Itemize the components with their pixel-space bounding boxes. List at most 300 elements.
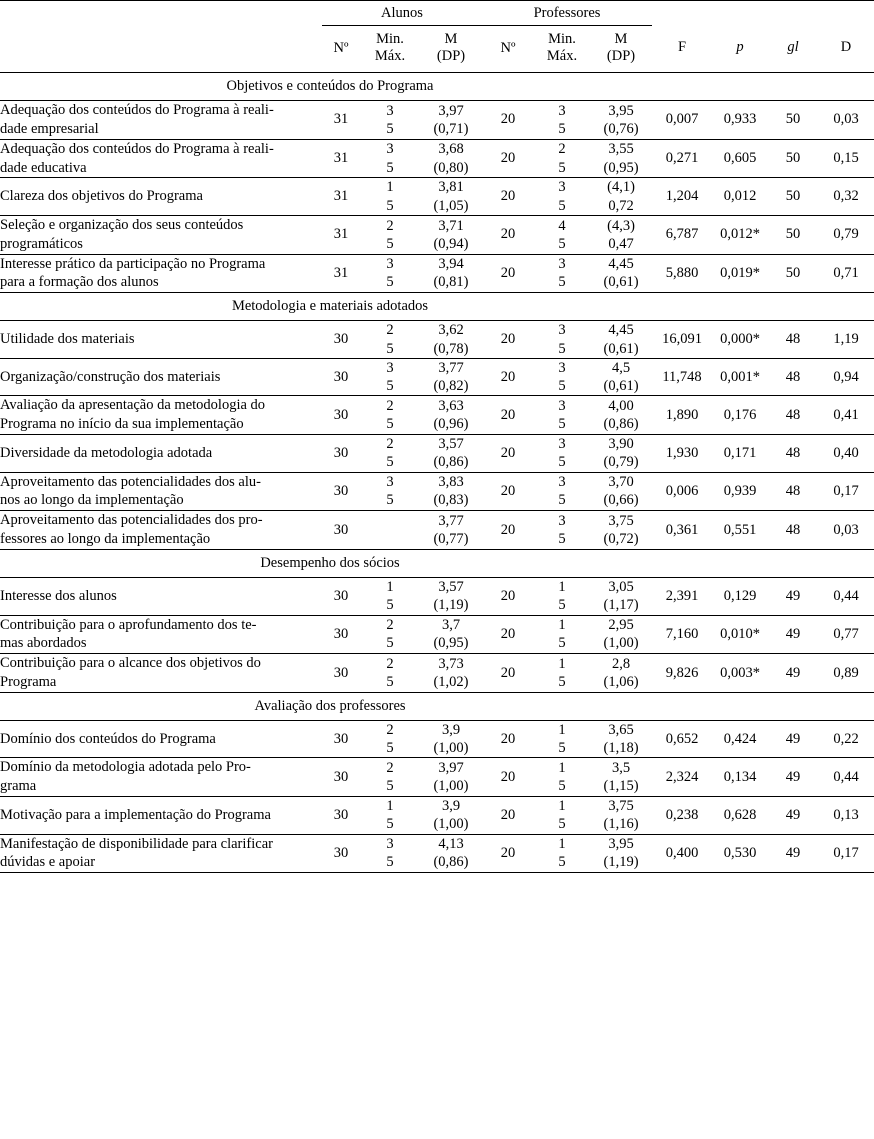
cell-professores-mean: 4,00 [608,397,634,414]
cell-professores-sd: (1,16) [603,816,639,833]
table-row [0,139,874,178]
cell-alunos-n: 31 [322,215,360,254]
cell-professores-minmax [534,321,590,359]
cell-professores-sd: (1,06) [603,674,639,691]
section-title [0,549,874,577]
cell-professores-sd: 0,47 [608,235,634,252]
cell-stat-f: 2,324 [652,758,712,797]
cell-professores-max: 5 [558,274,566,291]
header-alunos-n [322,25,360,72]
row-item-label-line: dade educativa [0,159,87,176]
cell-professores-mean-sd [590,254,652,293]
table-row [0,654,874,693]
cell-alunos-max: 5 [386,778,394,795]
cell-professores-mean-sd [590,797,652,835]
cell-alunos-n: 30 [333,521,349,538]
cell-professores-max: 5 [558,416,566,433]
cell-alunos-min: 2 [386,617,394,634]
row-item-label-line: Manifestação de disponibilidade para clarificar [0,835,273,852]
header-stat-d: D [818,25,874,72]
cell-alunos-n: 30 [322,797,360,835]
cell-professores-n: 20 [482,101,534,140]
cell-alunos-minmax [360,139,420,178]
cell-professores-min: 1 [558,836,566,853]
cell-professores-n: 20 [482,615,534,654]
cell-alunos-minmax [360,758,420,797]
cell-alunos-mean-sd [420,358,482,396]
row-item-label-line: dade empresarial [0,120,99,137]
cell-professores-minmax [534,396,590,435]
row-item-label-line: Contribuição para o aprofundamento dos te- [0,616,257,633]
cell-professores-min: 2 [558,141,566,158]
cell-professores-n: 20 [482,358,534,396]
cell-professores-mean-sd [590,435,652,473]
cell-alunos-n: 31 [322,139,360,178]
row-item-label [0,577,322,615]
cell-stat-gl: 48 [768,396,818,435]
cell-professores-min: 3 [558,359,566,376]
cell-professores-n: 20 [482,139,534,178]
cell-professores-max: 5 [558,778,566,795]
row-item-label-line: dúvidas e apoiar [0,854,96,871]
table-row [0,577,874,615]
header-professores-max-label: Máx. [546,48,578,65]
section-title-text: Desempenho dos sócios [260,554,400,571]
row-item-label [0,178,322,216]
cell-alunos-n: 30 [322,720,360,758]
row-item-label-line: nos ao longo da implementação [0,492,184,509]
cell-professores-mean: 3,70 [608,474,634,491]
cell-stat-f: 6,787 [652,215,712,254]
cell-professores-sd: 0,72 [608,197,634,214]
cell-alunos-max: 5 [386,197,394,214]
cell-professores-n: 20 [500,521,516,538]
cell-alunos-sd: (0,94) [433,235,469,252]
cell-stat-d: 0,79 [818,215,874,254]
header-column-row [0,25,874,72]
cell-alunos-max: 5 [386,816,394,833]
cell-professores-minmax [534,139,590,178]
cell-alunos-n: 30 [322,577,360,615]
cell-alunos-mean-sd [420,396,482,435]
cell-alunos-mean-sd [420,139,482,178]
cell-alunos-sd: (0,77) [433,531,469,548]
cell-professores-sd: (0,76) [603,120,639,137]
row-item-label-line: fessores ao longo da implementação [0,531,211,548]
cell-professores-minmax [534,577,590,615]
section-title [0,293,874,321]
cell-alunos-mean: 3,57 [438,578,464,595]
cell-professores-max: 5 [558,740,566,757]
cell-professores-min: 3 [558,397,566,414]
cell-stat-gl: 50 [768,178,818,216]
cell-alunos-max: 5 [386,740,394,757]
cell-alunos-mean-sd [420,577,482,615]
row-item-label-line: para a formação dos alunos [0,274,159,291]
section-title-text: Objetivos e conteúdos do Programa [226,78,434,95]
cell-alunos-max: 5 [386,274,394,291]
cell-alunos-mean-sd [420,178,482,216]
cell-professores-max: 5 [558,531,566,548]
row-item-label [0,101,322,140]
cell-stat-p: 0,129 [712,577,768,615]
cell-alunos-minmax [360,511,420,550]
cell-stat-gl: 49 [768,834,818,873]
cell-alunos-n: 30 [322,358,360,396]
cell-alunos-mean: 3,62 [438,322,464,339]
cell-professores-mean-sd [590,472,652,511]
cell-professores-max: 5 [558,816,566,833]
cell-professores-max: 5 [558,159,566,176]
cell-stat-d: 0,94 [818,358,874,396]
cell-stat-p: 0,530 [712,834,768,873]
cell-alunos-minmax [360,254,420,293]
header-group-row [0,1,874,26]
cell-professores-mean-sd [590,654,652,693]
cell-stat-f: 0,006 [652,472,712,511]
table-row [0,101,874,140]
table-row [0,758,874,797]
cell-alunos-min: 3 [386,359,394,376]
row-item-label-line: Contribuição para o alcance dos objetivos do [0,655,261,672]
cell-alunos-mean-sd [420,511,482,550]
cell-stat-p: 0,551 [723,521,757,538]
row-item-label-line: Organização/construção dos materiais [0,368,221,385]
cell-alunos-mean: 3,77 [438,512,464,529]
cell-alunos-sd: (0,81) [433,274,469,291]
header-alunos-minmax [360,25,420,72]
cell-stat-d: 0,22 [818,720,874,758]
cell-alunos-sd: (0,86) [433,854,469,871]
cell-stat-p: 0,933 [712,101,768,140]
cell-alunos-max: 5 [386,454,394,471]
cell-alunos-mean: 3,83 [438,474,464,491]
cell-alunos-mean: 3,73 [438,655,464,672]
cell-professores-min: 3 [558,102,566,119]
cell-stat-gl: 48 [768,358,818,396]
cell-stat-d: 0,40 [818,435,874,473]
cell-professores-minmax [534,358,590,396]
cell-alunos-n: 30 [322,758,360,797]
row-item-label [0,758,322,797]
cell-alunos-mean: 3,77 [438,359,464,376]
cell-professores-n: 20 [482,758,534,797]
cell-stat-p: 0,012* [712,215,768,254]
cell-alunos-minmax [360,797,420,835]
cell-stat-gl: 50 [785,264,801,281]
cell-stat-p: 0,424 [712,720,768,758]
section-header-row [0,293,874,321]
cell-alunos-sd: (0,78) [433,340,469,357]
cell-professores-n: 20 [482,321,534,359]
row-item-label-line: Adequação dos conteúdos do Programa à reali- [0,140,274,157]
table-row [0,178,874,216]
header-group-alunos: Alunos [322,1,482,26]
cell-professores-n: 20 [500,664,516,681]
cell-alunos-min: 2 [386,721,394,738]
cell-professores-mean: 3,65 [608,721,634,738]
cell-stat-p: 0,010* [712,615,768,654]
table-row [0,396,874,435]
cell-stat-gl: 49 [768,577,818,615]
cell-alunos-minmax [360,215,420,254]
row-item-label [0,472,322,511]
cell-alunos-mean: 3,97 [438,760,464,776]
cell-alunos-minmax [360,101,420,140]
row-item-label-line: Programa [0,674,57,691]
cell-stat-f: 0,007 [652,101,712,140]
cell-alunos-n: 31 [333,264,349,281]
section-title-text: Avaliação dos professores [254,697,406,714]
cell-alunos-mean-sd [420,720,482,758]
cell-professores-max: 5 [558,674,566,691]
cell-stat-d: 1,19 [818,321,874,359]
cell-professores-sd: (0,72) [603,531,639,548]
header-item-blank [0,25,322,72]
cell-alunos-mean-sd [420,254,482,293]
cell-stat-f: 11,748 [652,358,712,396]
row-item-label-line: grama [0,778,37,795]
header-group-professores: Professores [482,1,652,26]
header-corner-blank [0,1,322,26]
cell-alunos-max: 5 [386,159,394,176]
row-item-label [0,215,322,254]
cell-professores-min: 1 [558,655,566,672]
cell-alunos-min: 3 [386,836,394,853]
header-professores-mean-label: M [614,30,628,47]
cell-alunos-sd: (1,19) [433,597,469,614]
table-row [0,215,874,254]
header-group-stats-blank [652,1,874,26]
cell-alunos-max: 5 [386,635,394,652]
table-header [0,1,874,73]
cell-stat-d: 0,17 [818,834,874,873]
header-alunos-min-label: Min. [376,30,404,47]
row-item-label [0,720,322,758]
header-professores-n [482,25,534,72]
cell-professores-n: 20 [482,435,534,473]
cell-stat-d: 0,15 [818,139,874,178]
cell-alunos-sd: (1,05) [433,197,469,214]
cell-professores-max: 5 [558,340,566,357]
cell-alunos-max: 5 [386,235,394,252]
row-item-label [0,396,322,435]
cell-professores-n: 20 [482,215,534,254]
cell-professores-minmax [534,834,590,873]
cell-professores-min: 1 [558,617,566,634]
row-item-label-line: Interesse dos alunos [0,587,117,604]
row-item-label-line: Seleção e organização dos seus conteúdos [0,216,244,233]
row-item-label-line: Avaliação da apresentação da metodologia do [0,397,266,414]
cell-stat-f: 9,826 [665,664,699,681]
row-item-label [0,254,322,293]
header-professores-min-label: Min. [548,30,576,47]
cell-alunos-min: 3 [386,102,394,119]
cell-stat-gl: 50 [768,139,818,178]
section-header-row [0,73,874,101]
cell-professores-mean: 2,95 [608,617,634,634]
cell-professores-mean-sd [590,615,652,654]
cell-professores-mean: 3,90 [608,436,634,453]
cell-professores-mean: 3,55 [608,141,634,158]
cell-alunos-min: 1 [386,798,394,815]
cell-professores-max: 5 [558,635,566,652]
header-alunos-sd-label: (DP) [436,48,466,65]
cell-stat-f: 1,890 [652,396,712,435]
row-item-label-line: programáticos [0,235,83,252]
row-item-label-line: Domínio dos conteúdos do Programa [0,730,216,747]
cell-alunos-mean: 3,71 [438,217,464,234]
header-professores-minmax [534,25,590,72]
row-item-label [0,511,322,550]
cell-professores-minmax [534,472,590,511]
cell-stat-d: 0,13 [818,797,874,835]
cell-professores-min: 3 [558,512,566,529]
cell-alunos-max: 5 [386,854,394,871]
cell-alunos-mean: 3,94 [438,256,464,273]
cell-stat-d: 0,03 [818,101,874,140]
cell-professores-minmax [534,654,590,693]
cell-alunos-mean-sd [420,654,482,693]
cell-professores-minmax [534,254,590,293]
cell-alunos-minmax [360,654,420,693]
cell-professores-mean-sd [590,358,652,396]
cell-stat-d: 0,03 [833,521,859,538]
cell-professores-sd: (0,61) [603,378,639,395]
section-header-row [0,549,874,577]
cell-professores-min: 4 [558,217,566,234]
cell-professores-sd: (1,19) [603,854,639,871]
cell-stat-f: 1,204 [652,178,712,216]
cell-professores-mean-sd [590,101,652,140]
cell-professores-mean: 4,5 [611,359,631,376]
cell-stat-d: 0,77 [818,615,874,654]
cell-professores-n: 20 [500,264,516,281]
cell-stat-gl: 48 [785,521,801,538]
cell-alunos-max: 5 [386,378,394,395]
cell-professores-minmax [534,511,590,550]
cell-professores-min: 1 [558,798,566,815]
header-alunos-mean-sd [420,25,482,72]
cell-professores-n: 20 [482,178,534,216]
cell-stat-p: 0,134 [712,758,768,797]
cell-alunos-min [360,512,420,530]
cell-professores-min: 1 [558,578,566,595]
cell-professores-mean-sd [590,758,652,797]
cell-stat-d: 0,32 [818,178,874,216]
row-item-label-line: mas abordados [0,635,87,652]
cell-stat-p: 0,605 [712,139,768,178]
cell-alunos-min: 1 [386,578,394,595]
table-row [0,254,874,293]
cell-stat-gl: 48 [768,435,818,473]
cell-alunos-n: 30 [322,834,360,873]
cell-professores-mean: 4,45 [608,322,634,339]
row-item-label [0,139,322,178]
cell-professores-min: 3 [558,474,566,491]
cell-professores-mean: 3,95 [608,102,634,119]
cell-stat-gl: 48 [768,472,818,511]
cell-alunos-minmax [360,396,420,435]
cell-professores-minmax [534,435,590,473]
cell-professores-sd: (1,15) [603,778,639,795]
cell-alunos-min: 2 [386,436,394,453]
row-item-label [0,358,322,396]
cell-alunos-n: 31 [322,178,360,216]
table-row [0,615,874,654]
cell-professores-max: 5 [558,854,566,871]
section-title-text: Metodologia e materiais adotados [231,298,429,315]
cell-professores-minmax [534,101,590,140]
cell-professores-sd: (0,95) [603,159,639,176]
table-body [0,73,874,873]
row-item-label [0,321,322,359]
cell-alunos-min: 3 [386,256,394,273]
cell-alunos-min: 3 [386,141,394,158]
cell-professores-min: 3 [558,322,566,339]
cell-professores-max: 5 [558,492,566,509]
cell-professores-mean-sd [590,215,652,254]
cell-stat-p: 0,628 [712,797,768,835]
cell-alunos-minmax [360,720,420,758]
cell-professores-minmax [534,758,590,797]
header-stat-p: p [712,25,768,72]
header-professores-mean-sd [590,25,652,72]
table-row [0,797,874,835]
cell-alunos-mean-sd [420,834,482,873]
cell-alunos-min: 2 [386,217,394,234]
cell-professores-min: 3 [558,179,566,196]
cell-alunos-n: 30 [322,396,360,435]
cell-alunos-mean: 3,9 [441,798,461,815]
table-row [0,472,874,511]
cell-professores-mean-sd [590,321,652,359]
cell-alunos-max: 5 [386,674,394,691]
cell-alunos-minmax [360,321,420,359]
table-row [0,834,874,873]
section-title [0,73,874,101]
cell-stat-d: 0,17 [818,472,874,511]
cell-professores-mean: 3,95 [608,836,634,853]
cell-alunos-mean-sd [420,797,482,835]
cell-professores-mean-sd [590,511,652,550]
cell-stat-d: 0,89 [833,664,859,681]
cell-professores-n: 20 [482,797,534,835]
cell-professores-sd: (1,18) [603,740,639,757]
cell-alunos-minmax [360,615,420,654]
row-item-label-line: Aproveitamento das potencialidades dos alu- [0,473,261,490]
cell-alunos-min: 2 [386,397,394,414]
cell-alunos-mean: 3,68 [438,141,464,158]
cell-alunos-sd: (0,80) [433,159,469,176]
cell-professores-sd: (0,66) [603,492,639,509]
cell-stat-gl: 49 [768,720,818,758]
cell-alunos-mean-sd [420,215,482,254]
header-alunos-max-label: Máx. [374,48,406,65]
section-header-row [0,692,874,720]
cell-professores-sd: (0,79) [603,454,639,471]
cell-alunos-mean-sd [420,321,482,359]
cell-alunos-max: 5 [386,597,394,614]
cell-stat-p: 0,019* [720,264,760,281]
cell-stat-f: 0,361 [665,521,699,538]
cell-stat-f: 0,400 [652,834,712,873]
cell-stat-gl: 50 [768,101,818,140]
cell-stat-d: 0,41 [818,396,874,435]
cell-alunos-max: 5 [386,120,394,137]
cell-alunos-mean: 3,81 [438,179,464,196]
cell-professores-mean-sd [590,396,652,435]
